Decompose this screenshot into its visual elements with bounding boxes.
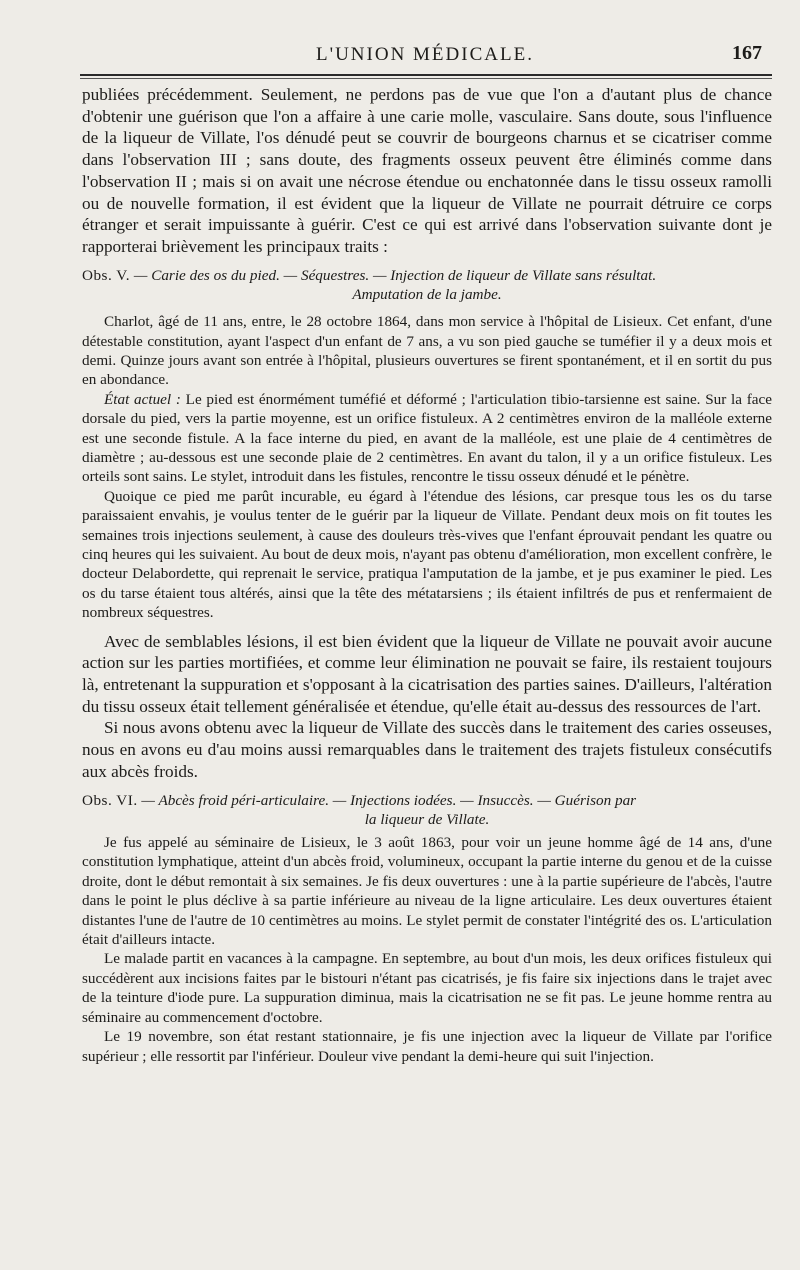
page-number: 167: [732, 42, 762, 64]
observation-6-label: Obs. VI.: [82, 791, 138, 809]
etat-actuel-label: État actuel :: [104, 390, 181, 408]
header-rule: [80, 74, 772, 76]
paragraph-quoique: Quoique ce pied me parût incurable, eu égard à l'étendue des lésions, car presque tous les os du tarse paraissaient envahis, je voulus tenter de le guérir par la liqueur de Villate. Pendant deux mois on fit toutes les semaines trois injections seulement, à cause des douleurs très-vives que l'enfant éprouvait pendant les quatre ou cinq heures qui les suivaient. Au bout de deux mois, n'ayant pas obtenu d'amélioration, mon excellent confrère, le docteur Delabordette, qui reprenait le service, pratiqua l'amputation de la jambe, et je pus examiner le pied. Les os du tarse étaient tous altérés, ainsi que la tête des métatarsiens ; ils étaient infiltrés de pus et renfermaient de nombreux séquestres.: [82, 487, 772, 622]
paragraph-vacances: Le malade partit en vacances à la campagne. En septembre, au bout d'un mois, les deux orifices fistuleux qui succédèrent aux incisions faites par le bistouri n'étant pas cicatrisés, je fis faire six injections dans le trajet avec de la teinture d'iode pure. La suppuration diminua, mais la cicatrisation ne se fit pas. Le jeune homme rentra au séminaire au commencement d'octobre.: [82, 950, 772, 1026]
paragraph-charlot: Charlot, âgé de 11 ans, entre, le 28 octobre 1864, dans mon service à l'hôpital de Lisieux. Cet enfant, d'une détestable constitution, ayant l'aspect d'un enfant de 7 ans, a vu son pied gauche se tuméfier il y a deux mois et demi. Quinze jours avant son entrée à l'hôpital, plusieurs ouvertures se firent spontanément, et il en sortit du pus en abondance.: [82, 313, 772, 389]
observation-6-subtitle: la liqueur de Villate.: [364, 811, 490, 829]
paragraph-si-nous: Si nous avons obtenu avec la liqueur de Villate des succès dans le traitement des caries osseuses, nous en avons eu d'au moins aussi remarquables dans le traitement des trajets fistuleux consécutifs aux abcès froids.: [82, 718, 772, 781]
paragraph-avec: Avec de semblables lésions, il est bien évident que la liqueur de Villate ne pouvait avoir aucune action sur les parties mortifiées, et comme leur élimination ne pouvait se faire, ils restaient toujours là, entretenant la suppuration et s'opposant à la cicatrisation des parties saines. D'ailleurs, l'altération du tissu osseux était tellement généralisée et étendue, qu'elle était au-dessus des ressources de l'art.: [82, 631, 772, 716]
header-rule-thin: [80, 78, 772, 79]
observation-5-heading: [82, 266, 772, 286]
etat-actuel-text: Le pied est énormément tuméfié et déformé ; l'articulation tibio-tarsienne est saine. Sur la face dorsale du pied, vers la partie moyenne, est un orifice fistuleux. A 2 centimètres environ de la malléole externe est une seconde fistule. A la face interne du pied, en avant de la malléole, est une plaie de 4 centimètres de diamètre ; au-dessous est une seconde plaie de 2 centimètres. En avant du talon, il y a un orifice fistuleux. Les orteils sont sains. Le stylet, introduit dans les fistules, rencontre le tissu osseux dénudé et le pénètre.: [82, 390, 772, 486]
observation-6-title: — Abcès froid péri-articulaire. — Injections iodées. — Insuccès. — Guérison par: [141, 791, 637, 809]
page-body: [82, 84, 772, 1066]
paragraph-etat-actuel: [82, 390, 772, 487]
journal-title: L'UNION MÉDICALE.: [316, 44, 534, 65]
observation-5-subtitle: Amputation de la jambe.: [352, 286, 502, 304]
running-header: [80, 38, 770, 72]
paragraph-intro: publiées précédemment. Seulement, ne perdons pas de vue que l'on a d'autant plus de chance d'obtenir une guérison que l'on a affaire à une carie molle, vasculaire. Sans doute, sous l'influence de la liqueur de Villate, l'os dénudé peut se couvrir de bourgeons charnus et se cicatriser comme dans l'observation III ; sans doute, des fragments osseux peuvent être éliminés comme dans l'observation II ; mais si on avait une nécrose étendue ou enchatonnée dans le tissu osseux ramolli ou de nouvelle formation, il est évident que la liqueur de Villate ne pourrait détruire ce corps étranger et serait impuissante à guérir. C'est ce qui est arrivé dans l'observation suivante dont je rapporterai brièvement les principaux traits :: [82, 85, 772, 256]
observation-5-title: — Carie des os du pied. — Séquestres. — Injection de liqueur de Villate sans résultat.: [133, 266, 657, 284]
paragraph-seminaire: Je fus appelé au séminaire de Lisieux, le 3 août 1863, pour voir un jeune homme âgé de 14 ans, d'une constitution lymphatique, atteint d'un abcès froid, volumineux, occupant la partie interne du genou et de la cuisse droite, dont le début remontait à six semaines. Je fis deux ouvertures : une à la partie supérieure de l'abcès, l'autre dans le point le plus déclive à sa partie inférieure au niveau de la ligne articulaire. Les deux ouvertures étaient distantes l'une de l'autre de 10 centimètres au moins. Le stylet permit de constater l'intégrité des os. L'articulation était d'ailleurs intacte.: [82, 834, 772, 949]
observation-6-heading: [82, 791, 772, 811]
observation-5-label: Obs. V.: [82, 266, 131, 284]
paragraph-novembre: Le 19 novembre, son état restant stationnaire, je fis une injection avec la liqueur de Villate par l'orifice supérieur ; elle ressortit par l'inférieur. Douleur vive pendant la demi-heure qui suit l'injection.: [82, 1028, 772, 1065]
